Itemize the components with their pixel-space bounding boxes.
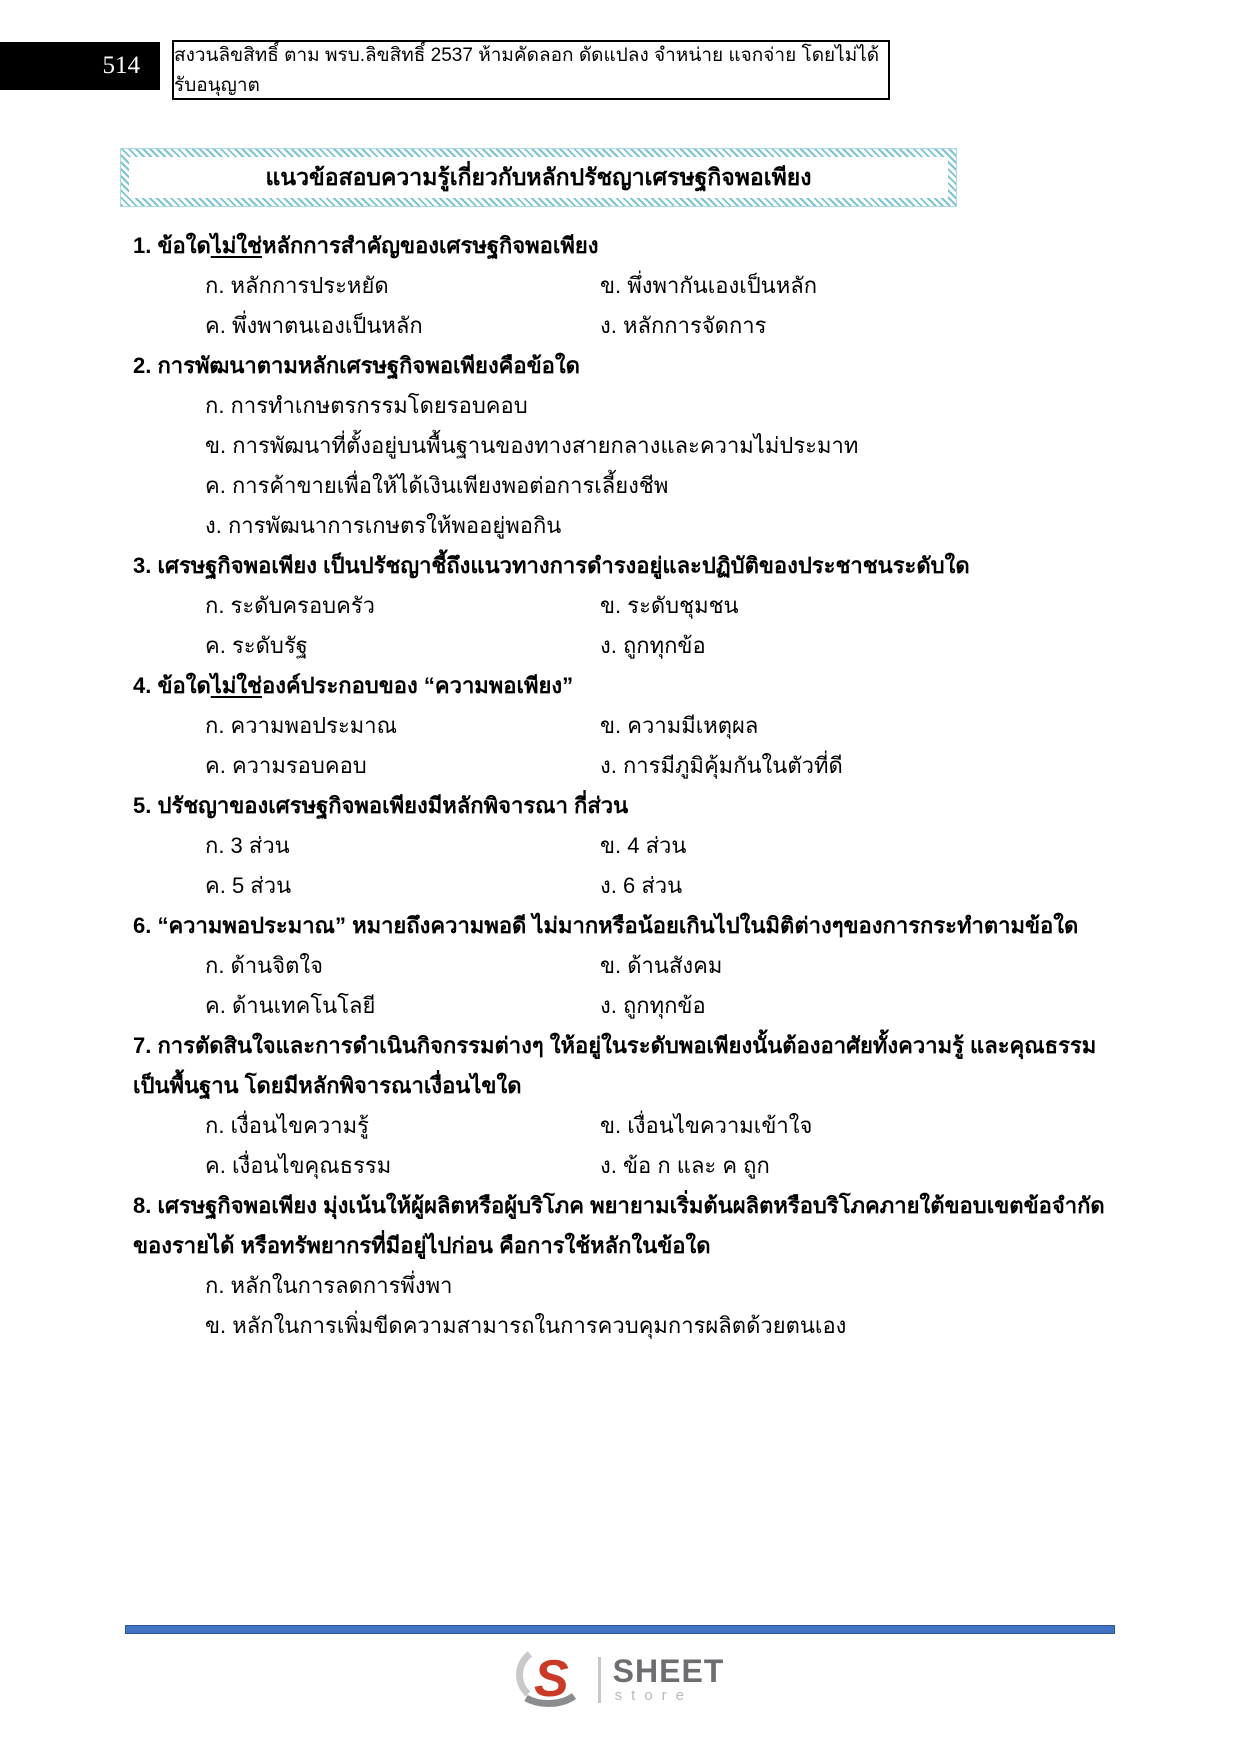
copyright-box — [172, 40, 890, 100]
question-6 — [133, 906, 1125, 1026]
choice-option: ง. การพัฒนาการเกษตรให้พออยู่พอกิน — [205, 513, 562, 538]
choice-option: ข. ด้านสังคม — [600, 953, 723, 978]
choice-option: ง. ถูกทุกข้อ — [600, 633, 706, 658]
logo-name-text: SHEET — [612, 1653, 725, 1689]
question-5 — [133, 786, 1125, 906]
question-3-text — [133, 546, 1125, 586]
question-text-underlined: ไม่ใช่ — [210, 233, 262, 258]
question-5-text — [133, 786, 1125, 826]
choice-option: ค. ความรอบคอบ — [205, 753, 367, 778]
question-8-text — [133, 1186, 1125, 1266]
choice-option: ข. การพัฒนาที่ตั้งอยู่บนพื้นฐานของทางสายกลางและความไม่ประมาท — [205, 433, 859, 458]
choice-option: ค. ด้านเทคโนโลยี — [205, 993, 376, 1018]
choice-option: ง. 6 ส่วน — [600, 873, 683, 898]
choice-option: ก. ความพอประมาณ — [205, 713, 398, 738]
question-1-text — [133, 226, 1125, 266]
question-text-part: 8. เศรษฐกิจพอเพียง มุ่งเน้นให้ผู้ผลิตหรือผู้บริโภค พยายามเริ่มต้นผลิตหรือบริโภคภายใต้ขอบเขตข้อจำกัดของรายได้ หรือทรัพยากรที่มีอยู่ไปก่อน คือการใช้หลักในข้อใด — [133, 1193, 1105, 1258]
choice-option: ค. พึ่งพาตนเองเป็นหลัก — [205, 313, 423, 338]
question-1-options — [133, 266, 1125, 346]
sheetstore-logo — [0, 1648, 1240, 1712]
question-text-part: 7. การตัดสินใจและการดำเนินกิจกรรมต่างๆ ให้อยู่ในระดับพอเพียงนั้นต้องอาศัยทั้งความรู้ และคุณธรรมเป็นพื้นฐาน โดยมีหลักพิจารณาเงื่อนไขใด — [133, 1033, 1097, 1098]
logo-subtitle-text: store — [614, 1687, 694, 1704]
question-text-part: 4. ข้อใด — [133, 673, 211, 698]
question-3-options — [133, 586, 1125, 666]
question-4-text — [133, 666, 1125, 706]
choice-option: ค. การค้าขายเพื่อให้ได้เงินเพียงพอต่อการเลี้ยงชีพ — [205, 473, 669, 498]
question-8 — [133, 1186, 1125, 1346]
question-text-part: 2. การพัฒนาตามหลักเศรษฐกิจพอเพียงคือข้อใด — [133, 353, 580, 378]
choice-option: ข. เงื่อนไขความเข้าใจ — [600, 1113, 813, 1138]
question-text-part: 3. เศรษฐกิจพอเพียง เป็นปรัชญาชี้ถึงแนวทางการดำรงอยู่และปฏิบัติของประชาชนระดับใด — [133, 553, 970, 578]
footer-divider-rule — [125, 1625, 1115, 1634]
question-text-part: 1. ข้อใด — [133, 233, 211, 258]
choice-option: ข. พึ่งพากันเองเป็นหลัก — [600, 273, 818, 298]
question-1 — [133, 226, 1125, 346]
question-5-options — [133, 826, 1125, 906]
question-3 — [133, 546, 1125, 666]
choice-option: ก. เงื่อนไขความรู้ — [205, 1113, 369, 1138]
question-7-text — [133, 1026, 1125, 1106]
choice-option: ข. ระดับชุมชน — [600, 593, 739, 618]
question-4 — [133, 666, 1125, 786]
page-number: 514 — [0, 42, 160, 90]
choice-option: ง. การมีภูมิคุ้มกันในตัวที่ดี — [600, 753, 843, 778]
choice-option: ข. 4 ส่วน — [600, 833, 687, 858]
svg-text:S: S — [533, 1650, 569, 1708]
question-4-options — [133, 706, 1125, 786]
question-7 — [133, 1026, 1125, 1186]
question-6-options — [133, 946, 1125, 1026]
choice-option: ข. ความมีเหตุผล — [600, 713, 759, 738]
choice-option: ก. การทำเกษตรกรรมโดยรอบคอบ — [205, 393, 528, 418]
question-2 — [133, 346, 1125, 546]
question-2-text — [133, 346, 1125, 386]
choice-option: ง. หลักการจัดการ — [600, 313, 767, 338]
question-text-part: องค์ประกอบของ “ความพอเพียง” — [262, 673, 574, 698]
choice-option: ค. เงื่อนไขคุณธรรม — [205, 1153, 392, 1178]
choice-option: ก. 3 ส่วน — [205, 833, 290, 858]
question-text-part: 5. ปรัชญาของเศรษฐกิจพอเพียงมีหลักพิจารณา กี่ส่วน — [133, 793, 629, 818]
question-text-part: หลักการสำคัญของเศรษฐกิจพอเพียง — [262, 233, 599, 258]
choice-option: ข. หลักในการเพิ่มขีดความสามารถในการควบคุมการผลิตด้วยตนเอง — [205, 1313, 847, 1338]
choice-option: ก. ด้านจิตใจ — [205, 953, 324, 978]
choice-option: ง. ข้อ ก และ ค ถูก — [600, 1153, 770, 1178]
title-banner — [120, 148, 957, 207]
sheetstore-s-icon — [516, 1648, 586, 1712]
choice-option: ก. หลักการประหยัด — [205, 273, 389, 298]
question-8-options — [133, 1266, 1125, 1346]
question-text-underlined: ไม่ใช่ — [210, 673, 262, 698]
page-title: แนวข้อสอบความรู้เกี่ยวกับหลักปรัชญาเศรษฐกิจพอเพียง — [129, 157, 948, 198]
question-6-text — [133, 906, 1125, 946]
choice-option: ก. ระดับครอบครัว — [205, 593, 376, 618]
copyright-text: สงวนลิขสิทธิ์ ตาม พรบ.ลิขสิทธิ์ 2537 ห้ามคัดลอก ดัดแปลง จำหน่าย แจกจ่าย โดยไม่ได้รับอนุญาต — [174, 45, 880, 96]
question-7-options — [133, 1106, 1125, 1186]
choice-option: ก. หลักในการลดการพึ่งพา — [205, 1273, 453, 1298]
question-text-part: 6. “ความพอประมาณ” หมายถึงความพอดี ไม่มากหรือน้อยเกินไปในมิติต่างๆของการกระทำตามข้อใด — [133, 913, 1079, 938]
choice-option: ค. ระดับรัฐ — [205, 633, 308, 658]
logo-text-block — [613, 1655, 725, 1705]
choice-option: ง. ถูกทุกข้อ — [600, 993, 706, 1018]
choice-option: ค. 5 ส่วน — [205, 873, 292, 898]
exam-body — [133, 226, 1125, 1346]
logo-divider — [598, 1657, 601, 1703]
question-2-options — [133, 386, 1125, 546]
